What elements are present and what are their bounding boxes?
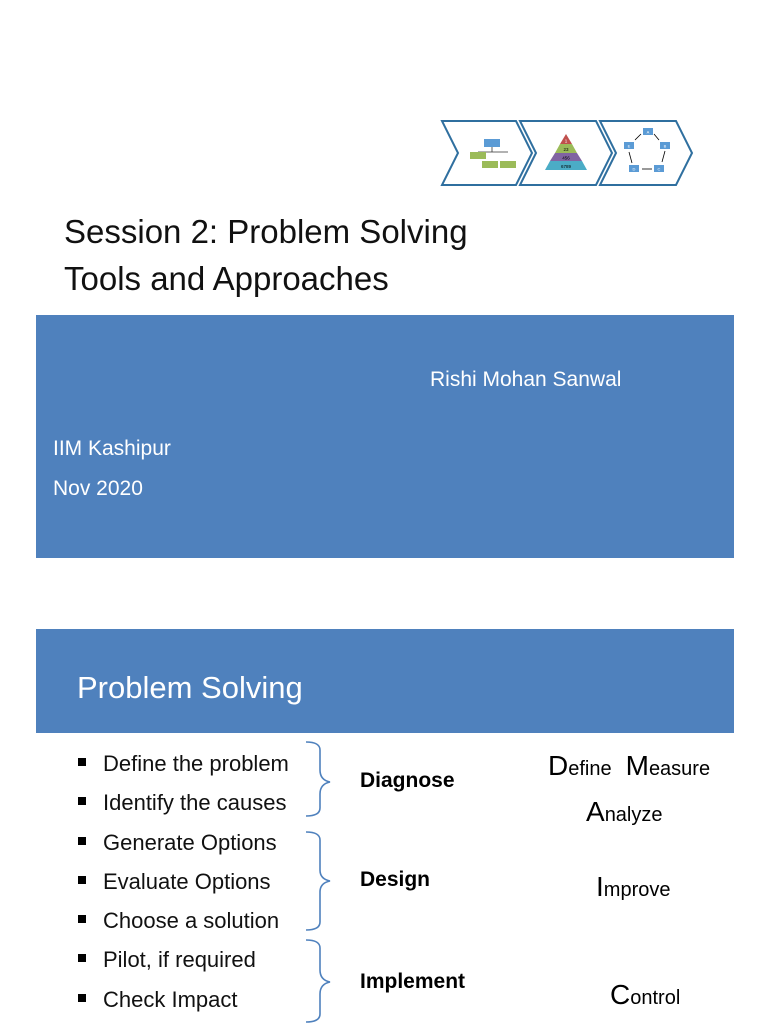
square-bullet-icon <box>78 758 86 766</box>
organization-name: IIM Kashipur <box>53 437 171 460</box>
define-rest: efine <box>568 758 612 780</box>
pyramid-label-2: 23 <box>563 147 569 152</box>
dmaic-control <box>610 979 680 1011</box>
list-item <box>72 862 289 901</box>
slide-title-line-2: Tools and Approaches <box>64 260 389 297</box>
dmaic-analyze <box>586 796 663 828</box>
pyramid-label-3: 456 <box>562 155 570 161</box>
chevron-cycle <box>600 121 692 185</box>
org-chart-root-icon <box>484 139 500 147</box>
svg-text:B: B <box>663 143 667 149</box>
measure-rest: easure <box>648 758 711 780</box>
dmaic-improve <box>596 871 670 903</box>
presentation-date: Nov 2020 <box>53 477 143 500</box>
step-label: Check Impact <box>103 986 238 1012</box>
pyramid-label-1: 1 <box>564 138 568 144</box>
brace-design-icon <box>306 832 330 930</box>
svg-text:A: A <box>646 129 650 135</box>
phase-design: Design <box>360 868 431 891</box>
step-label: Define the problem <box>103 751 289 776</box>
brace-diagnose-icon <box>306 742 330 816</box>
slide-title-line-1: Session 2: Problem Solving <box>64 213 468 250</box>
svg-text:E: E <box>627 143 631 149</box>
square-bullet-icon <box>78 994 86 1002</box>
problem-solving-steps <box>72 744 289 1019</box>
dmaic-define-measure <box>548 750 710 782</box>
square-bullet-icon <box>78 797 86 805</box>
section-title: Problem Solving <box>77 670 303 705</box>
phase-implement: Implement <box>360 970 466 993</box>
control-rest: ontrol <box>630 987 681 1009</box>
svg-text:D: D <box>632 166 636 172</box>
slide-title <box>64 208 624 302</box>
analyze-initial: A <box>586 796 605 827</box>
define-initial: D <box>548 750 569 781</box>
improve-initial: I <box>596 871 604 902</box>
grouping-braces <box>300 736 350 1024</box>
phase-diagnose: Diagnose <box>360 769 455 792</box>
process-chevrons-graphic <box>440 118 696 188</box>
list-item <box>72 901 289 940</box>
step-label: Evaluate Options <box>103 868 271 894</box>
improve-rest: mprove <box>603 879 671 901</box>
measure-initial: M <box>625 750 649 781</box>
author-name: Rishi Mohan Sanwal <box>430 368 622 391</box>
step-label: Identify the causes <box>103 790 287 816</box>
analyze-rest: nalyze <box>604 804 663 826</box>
square-bullet-icon <box>78 915 86 923</box>
control-initial: C <box>610 979 631 1010</box>
list-item <box>72 823 289 862</box>
chevron-pyramid <box>520 121 612 185</box>
list-item <box>72 980 289 1019</box>
square-bullet-icon <box>78 954 86 962</box>
step-label: Choose a solution <box>103 908 280 934</box>
pyramid-label-4: 6789 <box>560 164 572 169</box>
step-label: Generate Options <box>103 829 277 855</box>
svg-text:C: C <box>657 166 661 172</box>
square-bullet-icon <box>78 837 86 845</box>
step-label: Pilot, if required <box>103 947 256 973</box>
brace-implement-icon <box>306 940 330 1022</box>
list-item <box>72 783 289 822</box>
chevron-org-chart <box>442 121 532 185</box>
square-bullet-icon <box>78 876 86 884</box>
list-item <box>72 940 289 979</box>
list-item <box>72 744 289 783</box>
